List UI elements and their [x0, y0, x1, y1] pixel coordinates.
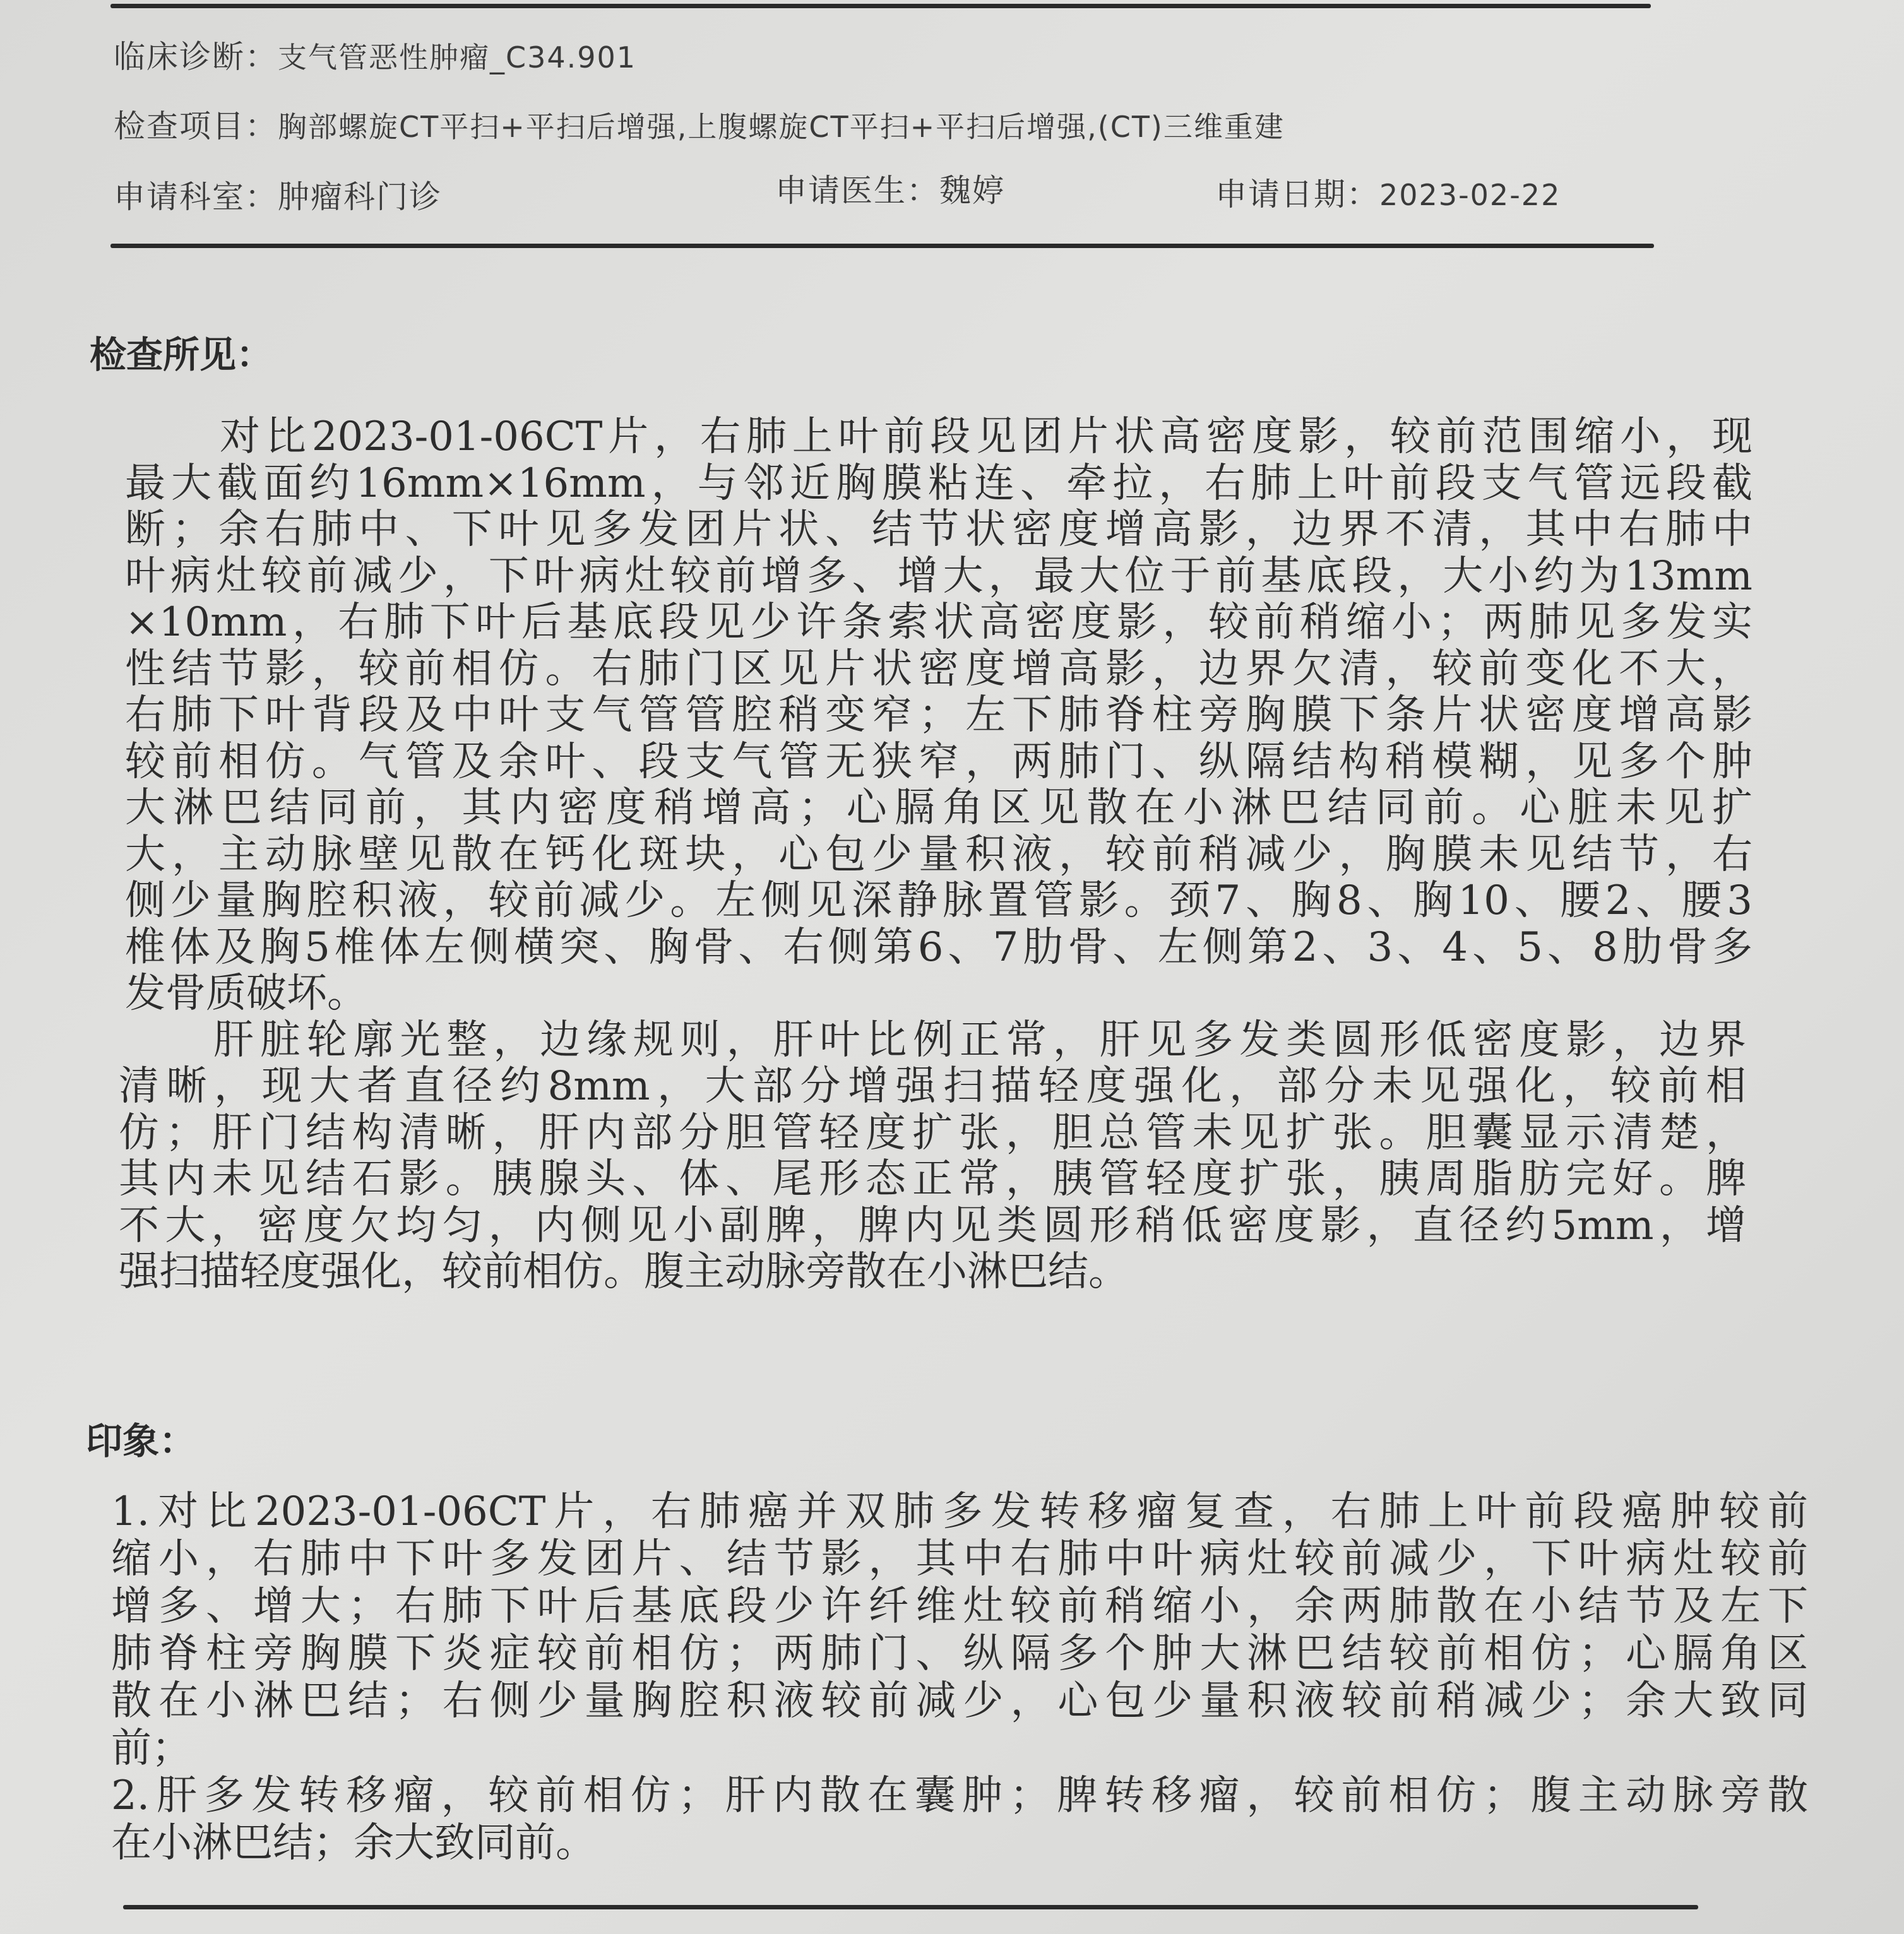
findings-line: 强扫描轻度强化，较前相仿。腹主动脉旁散在小淋巴结。	[119, 1249, 1129, 1295]
findings-line: 最大截面约16mm×16mm，与邻近胸膜粘连、牵拉，右肺上叶前段支气管远段截	[125, 460, 1752, 507]
clinical-diagnosis	[114, 32, 636, 77]
findings-line: 侧少量胸腔积液，较前减少。左侧见深静脉置管影。颈7、胸8、胸10、腰2、腰3	[125, 877, 1752, 924]
findings-line: 大淋巴结同前，其内密度稍增高；心膈角区见散在小淋巴结同前。心脏未见扩	[125, 785, 1752, 831]
impression-line: 增多、增大；右肺下叶后基底段少许纤维灶较前稍缩小，余两肺散在小结节及左下	[111, 1583, 1808, 1630]
findings-line: 不大，密度欠均匀，内侧见小副脾，脾内见类圆形稍低密度影，直径约5mm，增	[119, 1202, 1746, 1249]
impression-line: 前；	[111, 1725, 192, 1772]
requesting-dept-value: 肿瘤科门诊	[278, 179, 442, 215]
impression-line: 散在小淋巴结；右侧少量胸腔积液较前减少，心包少量积液较前稍减少；余大致同	[111, 1678, 1808, 1724]
clinical-diagnosis-label: 临床诊断：	[114, 39, 278, 75]
impression-line: 缩小，右肺中下叶多发团片、结节影，其中右肺中叶病灶较前减少，下叶病灶较前	[111, 1536, 1808, 1582]
findings-line: 大，主动脉壁见散在钙化斑块，心包少量积液，较前稍减少，胸膜未见结节，右	[125, 831, 1752, 878]
findings-line: 仿；肝门结构清晰，肝内部分胆管轻度扩张，胆总管未见扩张。胆囊显示清楚，	[119, 1109, 1746, 1156]
findings-line: 叶病灶较前减少，下叶病灶较前增多、增大，最大位于前基底段，大小约为13mm	[125, 552, 1752, 600]
impression-line: 肺脊柱旁胸膜下炎症较前相仿；两肺门、纵隔多个肿大淋巴结较前相仿；心膈角区	[111, 1630, 1808, 1677]
exam-items	[114, 101, 1285, 146]
findings-line: 断；余右肺中、下叶见多发团片状、结节状密度增高影，边界不清，其中右肺中	[125, 506, 1752, 553]
impression-line: 在小淋巴结；余大致同前。	[111, 1820, 596, 1866]
requesting-dept	[114, 172, 442, 217]
request-date	[1215, 169, 1561, 215]
impression-heading: 印象：	[86, 1420, 196, 1462]
exam-items-label: 检查项目：	[114, 108, 278, 145]
requesting-dept-label: 申请科室：	[114, 179, 278, 215]
findings-line: 肝脏轮廓光整，边缘规则，肝叶比例正常，肝见多发类圆形低密度影，边界	[213, 1016, 1746, 1064]
requesting-doctor-value: 魏婷	[939, 172, 1005, 209]
findings-line: 发骨质破坏。	[125, 970, 367, 1017]
requesting-doctor	[775, 165, 1005, 211]
header-divider	[110, 244, 1654, 248]
findings-line: 其内未见结石影。胰腺头、体、尾形态正常，胰管轻度扩张，胰周脂肪完好。脾	[119, 1156, 1746, 1202]
requesting-doctor-label: 申请医生：	[775, 172, 939, 209]
exam-items-value: 胸部螺旋CT平扫+平扫后增强,上腹螺旋CT平扫+平扫后增强,(CT)三维重建	[278, 110, 1285, 144]
request-date-label: 申请日期：	[1215, 176, 1379, 213]
findings-line: 较前相仿。气管及余叶、段支气管无狭窄，两肺门、纵隔结构稍模糊，见多个肿	[125, 738, 1752, 785]
findings-line: ×10mm，右肺下叶后基底段见少许条索状高密度影，较前稍缩小；两肺见多发实	[125, 599, 1752, 646]
findings-line: 右肺下叶背段及中叶支气管管腔稍变窄；左下肺脊柱旁胸膜下条片状密度增高影	[125, 692, 1752, 739]
impression-line: 2.肝多发转移瘤，较前相仿；肝内散在囊肿；脾转移瘤，较前相仿；腹主动脉旁散	[111, 1772, 1808, 1819]
findings-line: 对比2023-01-06CT片，右肺上叶前段见团片状高密度影，较前范围缩小，现	[220, 413, 1752, 460]
findings-heading: 检查所见：	[90, 333, 273, 376]
request-date-value: 2023-02-22	[1379, 178, 1561, 212]
top-rule	[110, 4, 1651, 8]
findings-line: 清晰，现大者直径约8mm，大部分增强扫描轻度强化，部分未见强化，较前相	[119, 1063, 1746, 1110]
bottom-rule	[123, 1905, 1698, 1909]
findings-line: 性结节影，较前相仿。右肺门区见片状密度增高影，边界欠清，较前变化不大，	[125, 645, 1752, 692]
findings-line: 椎体及胸5椎体左侧横突、胸骨、右侧第6、7肋骨、左侧第2、3、4、5、8肋骨多	[125, 923, 1752, 971]
impression-line: 1.对比2023-01-06CT片，右肺癌并双肺多发转移瘤复查，右肺上叶前段癌肿较前	[111, 1488, 1808, 1535]
clinical-diagnosis-value: 支气管恶性肿瘤_C34.901	[278, 40, 637, 74]
